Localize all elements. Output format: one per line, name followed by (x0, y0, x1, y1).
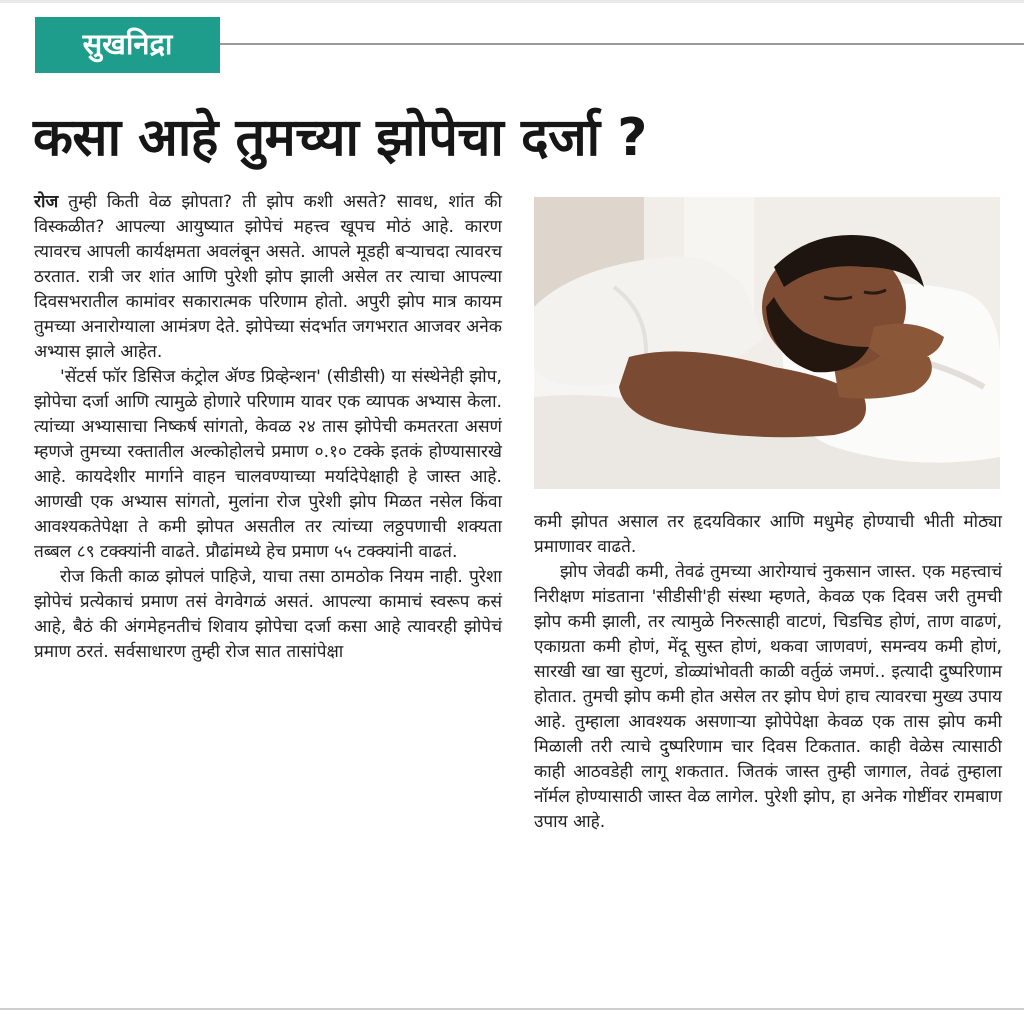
section-divider (220, 43, 1024, 45)
lead-word: रोज (34, 192, 59, 212)
headline: कसा आहे तुमच्या झोपेचा दर्जा ? (33, 108, 647, 168)
article-paragraph: रोज किती काळ झोपलं पाहिजे, याचा तसा ठामठोक नियम नाही. पुरेशा झोपेचं प्रत्येकाचं प्रमाण तसं वेगवेगळं असतं. आपल्या कामाचं स्वरूप कसं आहे, बैठं की अंगमेहनतीचं शिवाय झोपेचा दर्जा कसा आहे त्यावरही झोपेचं प्रमाण ठरतं. सर्वसाधारण तुम्ही रोज सात तासांपेक्षा (34, 567, 502, 662)
paragraph-text: तुम्ही किती वेळ झोपता? ती झोप कशी असते? सावध, शांत की विस्कळीत? आपल्या आयुष्यात झोपेचं महत्त्व खूपच मोठं आहे. कारण त्यावरच आपली कार्यक्षमता अवलंबून असते. आपले मूडही बऱ्याचदा त्यावरच ठरतात. रात्री जर शांत आणि पुरेशी झोप झाली असेल तर त्याचा आपल्या दिवसभरातील कामांवर सकारात्मक परिणाम होतो. अपुरी झोप मात्र कायम तुमच्या अनारोग्याला आमंत्रण देते. झोपेच्या संदर्भात जगभरात आजवर अनेक अभ्यास झाले आहेत. (34, 192, 503, 362)
top-rule (0, 0, 1024, 3)
article-paragraph: 'सेंटर्स फॉर डिसिज कंट्रोल ॲण्ड प्रिव्हेन्शन' (सीडीसी) या संस्थेनेही झोप, झोपेचा दर्जा आणि त्यामुळे होणारे परिणाम यावर एक व्यापक अभ्यास केला. त्यांच्या अभ्यासाचा निष्कर्ष सांगतो, केवळ २४ तास झोपेची कमतरता असणं म्हणजे तुमच्या रक्तातील अल्कोहोलचे प्रमाण ०.१० टक्के इतकं होण्यासारखे आहे. कायदेशीर मार्गाने वाहन चालवण्याच्या मर्यादेपेक्षाही हे जास्त आहे. आणखी एक अभ्यास सांगतो, मुलांना रोज पुरेशी झोप मिळत नसेल किंवा आवश्यकतेपेक्षा ते कमी झोपत असतील तर त्यांच्या लठ्ठपणाची शक्यता तब्बल ८९ टक्क्यांनी वाढते. प्रौढांमध्ये हेच प्रमाण ५५ टक्क्यांनी वाढतं. (34, 367, 502, 562)
section-tag: सुखनिद्रा (35, 17, 220, 73)
article-column-left (34, 190, 502, 665)
photo-illustration (534, 197, 1000, 489)
article-paragraph: झोप जेवढी कमी, तेवढं तुमच्या आरोग्याचं नुकसान जास्त. एक महत्त्वाचं निरीक्षण मांडताना 'सीडीसी'ही संस्था म्हणते, केवळ एक दिवस जरी तुमची झोप कमी झाली, तर त्यामुळे निरुत्साही वाटणं, चिडचिड होणं, ताण वाढणं, एकाग्रता कमी होणं, मेंदू सुस्त होणं, थकवा जाणवणं, समन्वय कमी होणं, सारखी खा खा सुटणं, डोळ्यांभोवती काळी वर्तुळं जमणं.. इत्यादी दुष्परिणाम होतात. तुमची झोप कमी होत असेल तर झोप घेणं हाच त्यावरचा मुख्य उपाय आहे. तुम्हाला आवश्यक असणाऱ्या झोपेपेक्षा केवळ एक तास झोप कमी मिळाली तरी त्याचे दुष्परिणाम चार दिवस टिकतात. काही वेळेस त्यासाठी काही आठवडेही लागू शकतात. जितकं जास्त तुम्ही जागाल, तेवढं तुम्हाला नॉर्मल होण्यासाठी जास्त वेळ लागेल. पुरेशी झोप, हा अनेक गोष्टींवर रामबाण उपाय आहे. (534, 562, 1002, 832)
article-paragraph: कमी झोपत असाल तर हृदयविकार आणि मधुमेह होण्याची भीती मोठ्या प्रमाणावर वाढते. (534, 512, 1002, 557)
article-paragraph (34, 190, 502, 365)
article-column-right (534, 510, 1002, 835)
bottom-rule (0, 1008, 1024, 1010)
sleeping-man-photo (534, 197, 1000, 489)
